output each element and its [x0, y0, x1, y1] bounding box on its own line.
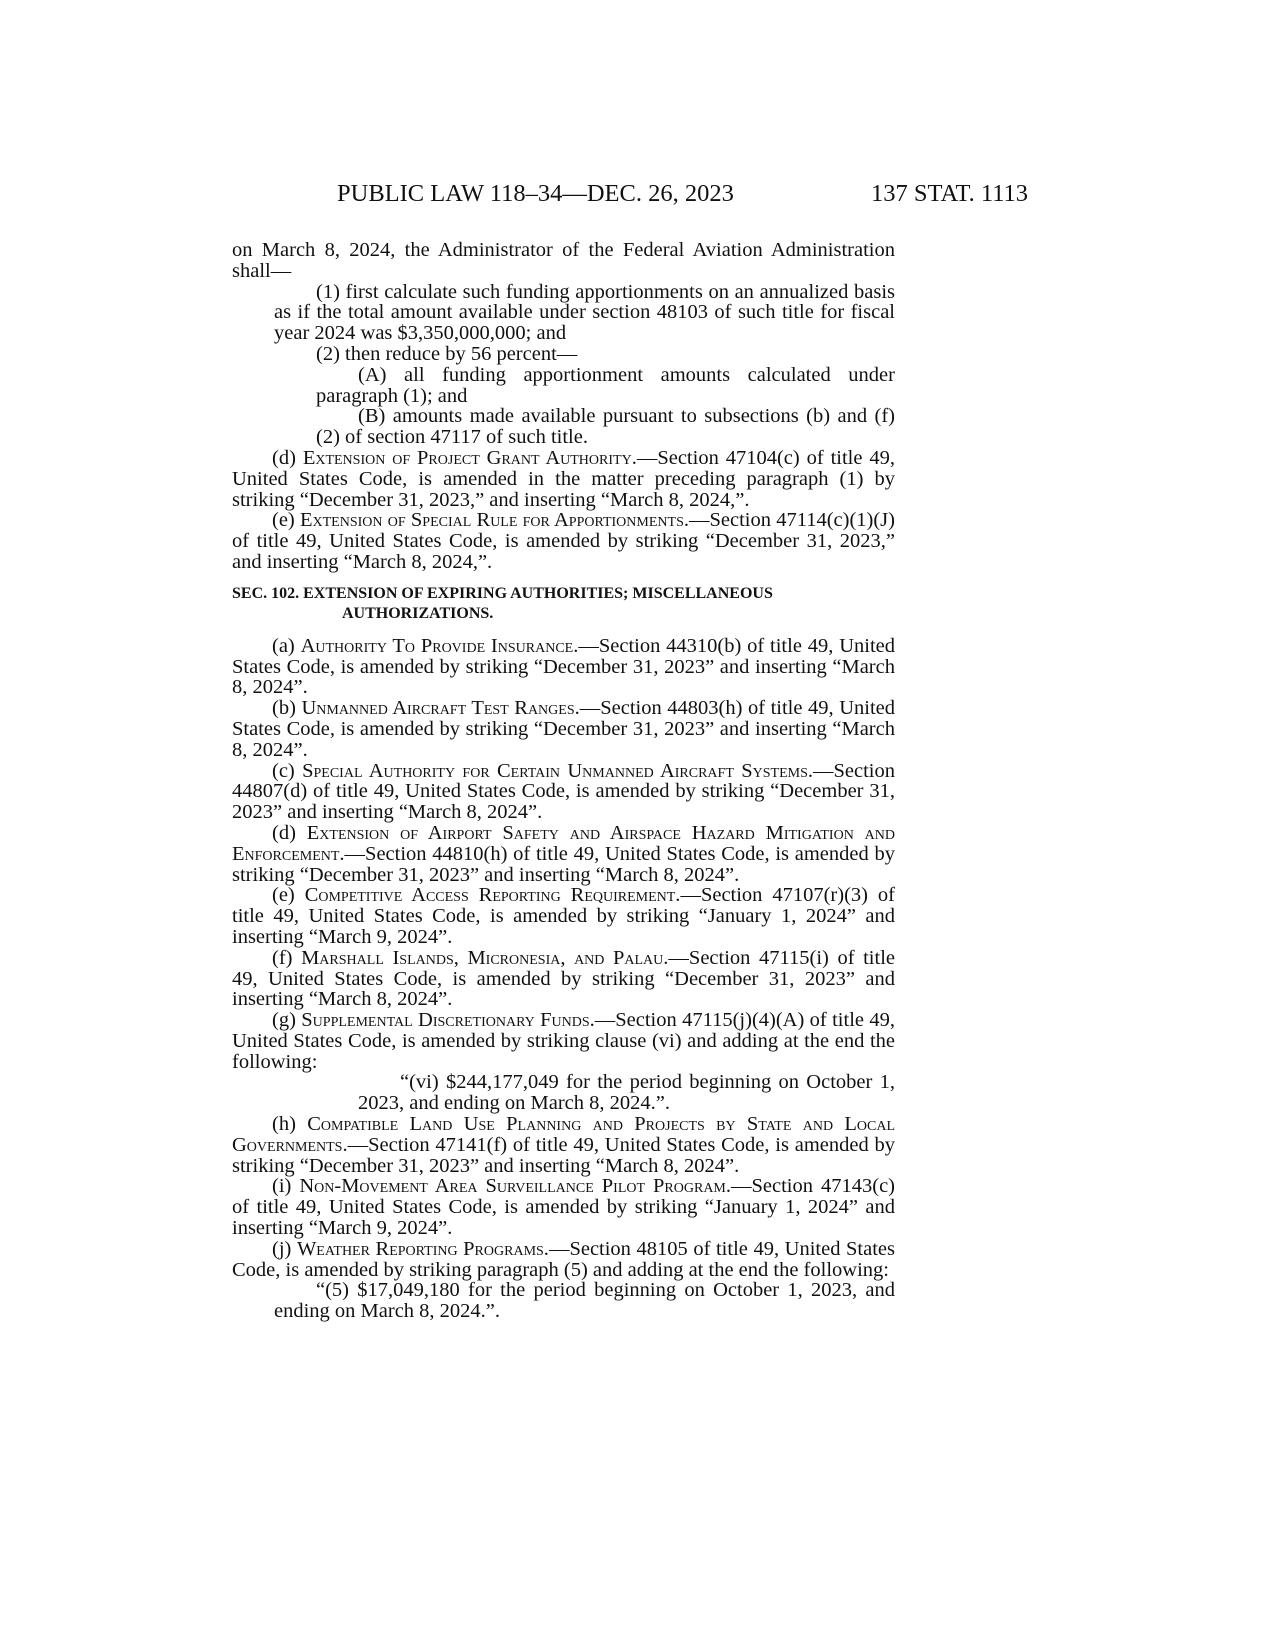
sec102-c-heading: Special Authority for Certain Unmanned Aircraft Systems. — [302, 759, 813, 782]
sec102-subsection-g — [232, 1010, 895, 1072]
sec102-a-text: —Section 44310(b) of title 49, United States Code, is amended by striking “December 31, 2023” and inserting “March 8, 2024”. — [232, 634, 895, 699]
sec102-g-label: (g) — [272, 1009, 302, 1032]
subsection-e-heading: Extension of Special Rule for Apportionments. — [300, 509, 689, 532]
sec102-e-heading: Competitive Access Reporting Requirement. — [304, 884, 681, 907]
sec102-h-text: —Section 47141(f) of title 49, United States Code, is amended by striking “December 31, 2023” and inserting “March 8, 2024”. — [232, 1133, 895, 1177]
sec102-i-heading: Non-Movement Area Surveillance Pilot Program. — [299, 1175, 732, 1198]
section-102-heading: SEC. 102. EXTENSION OF EXPIRING AUTHORITIES; MISCELLANEOUS AUTHORIZATIONS. — [232, 584, 773, 623]
sec102-subsection-h — [232, 1114, 895, 1176]
sec102-e-label: (e) — [272, 884, 305, 907]
sec102-subsection-c — [232, 761, 895, 823]
sec102-subsection-d — [232, 823, 895, 885]
sec102-d-heading: Extension of Airport Safety and Airspace Hazard Mitigation and Enforcement. — [232, 821, 895, 865]
sec102-c-label: (c) — [272, 759, 303, 782]
paragraph-1: (1) first calculate such funding apportionments on an annualized basis as if the total amount available under section 48103 of such title for fiscal year 2024 was $3,350,000,000; and — [274, 280, 895, 345]
sec102-f-label: (f) — [272, 946, 302, 969]
subsection-e-label: (e) — [272, 509, 300, 532]
sec102-b-label: (b) — [272, 697, 302, 720]
subparagraph-2A: (A) all funding apportionment amounts calculated under paragraph (1); and — [316, 363, 895, 407]
sec102-b-heading: Unmanned Aircraft Test Ranges. — [301, 697, 580, 720]
sec102-b-text: —Section 44803(h) of title 49, United States Code, is amended by striking “December 31, 2023” and inserting “March 8, 2024”. — [232, 697, 895, 761]
subsection-e — [232, 510, 895, 572]
sec102-d-text: —Section 44810(h) of title 49, United States Code, is amended by striking “December 31, 2023” and inserting “March 8, 2024”. — [232, 842, 895, 886]
subsection-e-text: —Section 47114(c)(1)(J) of title 49, United States Code, is amended by striking “December 31, 2023,” and inserting “March 8, 2024,”. — [232, 509, 895, 573]
sec102-subsection-f — [232, 948, 895, 1010]
sec102-g-heading: Supplemental Discretionary Funds. — [301, 1009, 595, 1032]
sec102-j-label: (j) — [272, 1237, 297, 1260]
header-title: PUBLIC LAW 118–34—DEC. 26, 2023 — [337, 180, 734, 207]
subsection-d-heading: Extension of Project Grant Authority. — [302, 446, 637, 469]
subsection-d-label: (d) — [272, 446, 303, 469]
sec102-j-text: —Section 48105 of title 49, United States Code, is amended by striking paragraph (5) and adding at the end the following: — [232, 1237, 895, 1281]
sec102-i-text: —Section 47143(c) of title 49, United States Code, is amended by striking “January 1, 2024” and inserting “March 9, 2024”. — [232, 1175, 895, 1240]
paragraph-2: (2) then reduce by 56 percent— — [316, 342, 578, 365]
sec102-e-text: —Section 47107(r)(3) of title 49, United States Code, is amended by striking “January 1, 2024” and inserting “March 9, 2024”. — [232, 884, 895, 948]
sec102-h-heading: Compatible Land Use Planning and Projects by State and Local Governments. — [232, 1113, 896, 1156]
sec102-g-text: —Section 47115(j)(4)(A) of title 49, United States Code, is amended by striking clause (vi) and adding at the end the following: — [232, 1009, 895, 1073]
sec102-subsection-a — [232, 636, 895, 698]
running-header — [0, 180, 1275, 214]
sec102-a-label: (a) — [272, 634, 301, 657]
sec102-g-quoted-clause: “(vi) $244,177,049 for the period beginning on October 1, 2023, and ending on March 8, 2024.”. — [358, 1071, 895, 1115]
sec102-a-heading: Authority To Provide Insurance. — [300, 634, 579, 657]
subparagraph-2B: (B) amounts made available pursuant to subsections (b) and (f)(2) of section 47117 of such title. — [316, 405, 895, 449]
sec102-j-heading: Weather Reporting Programs. — [296, 1237, 549, 1260]
sec102-subsection-j — [232, 1239, 895, 1281]
subsection-d-text: —Section 47104(c) of title 49, United States Code, is amended in the matter preceding paragraph (1) by striking “December 31, 2023,” and inserting “March 8, 2024,”. — [232, 446, 896, 511]
sec102-f-heading: Marshall Islands, Micronesia, and Palau. — [301, 946, 669, 969]
sec102-subsection-e — [232, 885, 895, 947]
sec102-d-label: (d) — [272, 821, 307, 844]
sec102-c-text: —Section 44807(d) of title 49, United States Code, is amended by striking “December 31, 2023” and inserting “March 8, 2024”. — [232, 759, 895, 824]
page-body — [232, 240, 895, 1322]
header-stat-citation: 137 STAT. 1113 — [871, 180, 1029, 207]
sec102-h-label: (h) — [272, 1113, 308, 1136]
sec102-i-label: (i) — [272, 1175, 300, 1198]
sec102-f-text: —Section 47115(i) of title 49, United States Code, is amended by striking “December 31, 2023” and inserting “March 8, 2024”. — [232, 946, 895, 1011]
subsection-d — [232, 448, 895, 510]
sec102-j-quoted-paragraph: “(5) $17,049,180 for the period beginning on October 1, 2023, and ending on March 8, 2024.”. — [274, 1279, 895, 1323]
sec102-subsection-i — [232, 1176, 895, 1238]
sec102-subsection-b — [232, 698, 895, 760]
intro-paragraph: on March 8, 2024, the Administrator of the Federal Aviation Administration shall— — [232, 239, 895, 282]
